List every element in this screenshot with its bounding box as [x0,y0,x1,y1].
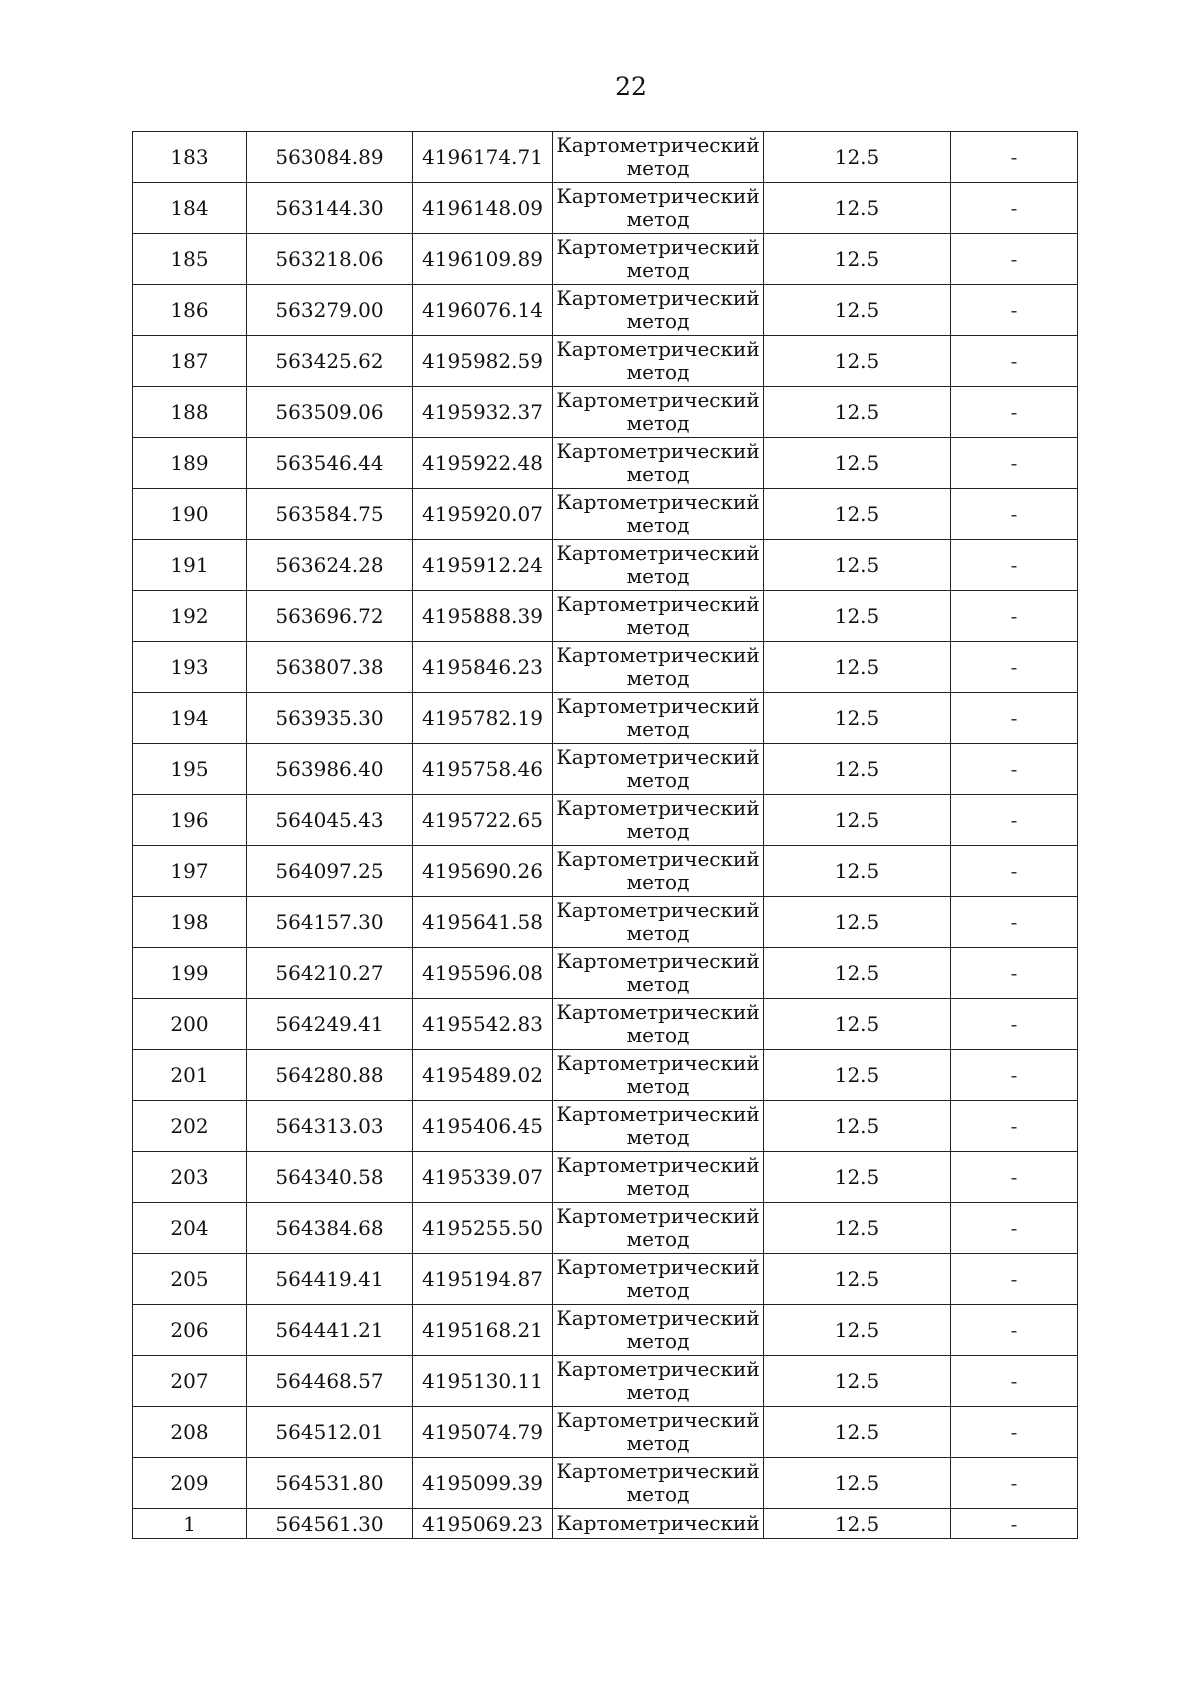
x-coordinate-cell: 563218.06 [247,234,413,285]
point-number-cell: 183 [133,132,247,183]
method-text-line2: метод [626,309,690,333]
method-cell [553,1203,764,1254]
accuracy-cell: 12.5 [764,1407,951,1458]
method-text-line2: метод [626,1278,690,1302]
method-cell [553,1254,764,1305]
x-coordinate-cell: 563425.62 [247,336,413,387]
method-text-line1: Картометрический [556,1511,760,1535]
note-cell: - [951,1101,1078,1152]
method-text-line2: метод [626,768,690,792]
method-text-line2: метод [626,513,690,537]
table-row [133,795,1078,846]
accuracy-cell: 12.5 [764,846,951,897]
note-cell: - [951,897,1078,948]
method-text-line2: метод [626,1176,690,1200]
method-text-line1: Картометрический [556,796,760,820]
accuracy-cell: 12.5 [764,1254,951,1305]
method-cell [553,285,764,336]
method-cell [553,999,764,1050]
point-number-cell: 191 [133,540,247,591]
note-cell: - [951,1050,1078,1101]
accuracy-cell: 12.5 [764,1356,951,1407]
table-row [133,1509,1078,1539]
y-coordinate-cell: 4195690.26 [413,846,553,897]
method-text-line1: Картометрический [556,541,760,565]
table-row [133,1152,1078,1203]
page-number: 22 [615,72,647,101]
note-cell: - [951,234,1078,285]
note-cell: - [951,489,1078,540]
method-text-line1: Картометрический [556,184,760,208]
table-row [133,744,1078,795]
method-text-line2: метод [626,921,690,945]
method-cell [553,438,764,489]
y-coordinate-cell: 4195069.23 [413,1509,553,1539]
note-cell: - [951,795,1078,846]
y-coordinate-cell: 4195920.07 [413,489,553,540]
method-cell [553,1407,764,1458]
point-number-cell: 201 [133,1050,247,1101]
accuracy-cell: 12.5 [764,897,951,948]
y-coordinate-cell: 4196109.89 [413,234,553,285]
accuracy-cell: 12.5 [764,693,951,744]
method-text-line2: метод [626,717,690,741]
accuracy-cell: 12.5 [764,1458,951,1509]
point-number-cell: 198 [133,897,247,948]
method-cell [553,1458,764,1509]
point-number-cell: 206 [133,1305,247,1356]
y-coordinate-cell: 4195542.83 [413,999,553,1050]
table-row [133,1407,1078,1458]
method-text-line1: Картометрический [556,286,760,310]
note-cell: - [951,1407,1078,1458]
x-coordinate-cell: 563584.75 [247,489,413,540]
point-number-cell: 197 [133,846,247,897]
point-number-cell: 202 [133,1101,247,1152]
x-coordinate-cell: 563624.28 [247,540,413,591]
point-number-cell: 194 [133,693,247,744]
point-number-cell: 193 [133,642,247,693]
point-number-cell: 203 [133,1152,247,1203]
y-coordinate-cell: 4195596.08 [413,948,553,999]
accuracy-cell: 12.5 [764,1101,951,1152]
note-cell: - [951,999,1078,1050]
note-cell: - [951,591,1078,642]
accuracy-cell: 12.5 [764,948,951,999]
method-text-line1: Картометрический [556,388,760,412]
accuracy-cell: 12.5 [764,1050,951,1101]
y-coordinate-cell: 4195912.24 [413,540,553,591]
x-coordinate-cell: 564340.58 [247,1152,413,1203]
point-number-cell: 200 [133,999,247,1050]
table-row [133,1101,1078,1152]
accuracy-cell: 12.5 [764,285,951,336]
method-text-line1: Картометрический [556,1408,760,1432]
point-number-cell: 209 [133,1458,247,1509]
accuracy-cell: 12.5 [764,1305,951,1356]
note-cell: - [951,540,1078,591]
x-coordinate-cell: 564280.88 [247,1050,413,1101]
note-cell: - [951,948,1078,999]
y-coordinate-cell: 4196174.71 [413,132,553,183]
method-text-line1: Картометрический [556,949,760,973]
coordinates-table-body [133,132,1078,1539]
x-coordinate-cell: 564210.27 [247,948,413,999]
y-coordinate-cell: 4195074.79 [413,1407,553,1458]
table-row [133,438,1078,489]
note-cell: - [951,285,1078,336]
method-text-line1: Картометрический [556,643,760,667]
table-row [133,489,1078,540]
x-coordinate-cell: 564531.80 [247,1458,413,1509]
y-coordinate-cell: 4196148.09 [413,183,553,234]
point-number-cell: 190 [133,489,247,540]
method-text-line2: метод [626,360,690,384]
note-cell: - [951,387,1078,438]
method-text-line2: метод [626,1227,690,1251]
point-number-cell: 192 [133,591,247,642]
accuracy-cell: 12.5 [764,387,951,438]
method-text-line1: Картометрический [556,1153,760,1177]
table-row [133,1254,1078,1305]
note-cell: - [951,1203,1078,1254]
table-row [133,1458,1078,1509]
y-coordinate-cell: 4195982.59 [413,336,553,387]
x-coordinate-cell: 563144.30 [247,183,413,234]
table-row [133,846,1078,897]
method-text-line2: метод [626,972,690,996]
table-row [133,1050,1078,1101]
note-cell: - [951,336,1078,387]
table-row [133,336,1078,387]
x-coordinate-cell: 564468.57 [247,1356,413,1407]
method-text-line2: метод [626,870,690,894]
method-cell [553,183,764,234]
note-cell: - [951,438,1078,489]
y-coordinate-cell: 4195406.45 [413,1101,553,1152]
method-cell [553,1152,764,1203]
coordinates-table [132,131,1078,1539]
method-cell [553,1509,764,1539]
method-cell [553,642,764,693]
table-row [133,540,1078,591]
table-row [133,642,1078,693]
method-cell [553,744,764,795]
method-cell [553,897,764,948]
method-text-line2: метод [626,666,690,690]
note-cell: - [951,846,1078,897]
accuracy-cell: 12.5 [764,132,951,183]
method-cell [553,489,764,540]
y-coordinate-cell: 4195489.02 [413,1050,553,1101]
method-text-line2: метод [626,615,690,639]
table-row [133,999,1078,1050]
point-number-cell: 187 [133,336,247,387]
method-text-line1: Картометрический [556,337,760,361]
x-coordinate-cell: 564441.21 [247,1305,413,1356]
accuracy-cell: 12.5 [764,1152,951,1203]
x-coordinate-cell: 563546.44 [247,438,413,489]
accuracy-cell: 12.5 [764,744,951,795]
method-text-line2: метод [626,819,690,843]
point-number-cell: 199 [133,948,247,999]
accuracy-cell: 12.5 [764,1509,951,1539]
method-cell [553,1101,764,1152]
y-coordinate-cell: 4195722.65 [413,795,553,846]
method-text-line1: Картометрический [556,847,760,871]
method-cell [553,387,764,438]
method-text-line1: Картометрический [556,898,760,922]
method-cell [553,846,764,897]
method-text-line2: метод [626,1431,690,1455]
accuracy-cell: 12.5 [764,234,951,285]
method-text-line2: метод [626,462,690,486]
table-row [133,693,1078,744]
method-text-line2: метод [626,1074,690,1098]
y-coordinate-cell: 4195932.37 [413,387,553,438]
point-number-cell: 188 [133,387,247,438]
note-cell: - [951,183,1078,234]
x-coordinate-cell: 563509.06 [247,387,413,438]
method-text-line2: метод [626,258,690,282]
method-text-line1: Картометрический [556,592,760,616]
table-row [133,1305,1078,1356]
method-cell [553,234,764,285]
point-number-cell: 205 [133,1254,247,1305]
x-coordinate-cell: 563084.89 [247,132,413,183]
note-cell: - [951,1356,1078,1407]
method-cell [553,795,764,846]
note-cell: - [951,1509,1078,1539]
point-number-cell: 184 [133,183,247,234]
method-text-line1: Картометрический [556,439,760,463]
y-coordinate-cell: 4195255.50 [413,1203,553,1254]
y-coordinate-cell: 4195758.46 [413,744,553,795]
method-text-line1: Картометрический [556,133,760,157]
y-coordinate-cell: 4195846.23 [413,642,553,693]
y-coordinate-cell: 4195641.58 [413,897,553,948]
accuracy-cell: 12.5 [764,183,951,234]
table-row [133,387,1078,438]
point-number-cell: 195 [133,744,247,795]
x-coordinate-cell: 563807.38 [247,642,413,693]
method-cell [553,948,764,999]
point-number-cell: 186 [133,285,247,336]
method-text-line2: метод [626,1482,690,1506]
method-text-line2: метод [626,564,690,588]
x-coordinate-cell: 563986.40 [247,744,413,795]
x-coordinate-cell: 564384.68 [247,1203,413,1254]
x-coordinate-cell: 564045.43 [247,795,413,846]
method-text-line1: Картометрический [556,1255,760,1279]
table-row [133,234,1078,285]
note-cell: - [951,132,1078,183]
y-coordinate-cell: 4195099.39 [413,1458,553,1509]
method-text-line2: метод [626,1023,690,1047]
x-coordinate-cell: 564249.41 [247,999,413,1050]
method-cell [553,540,764,591]
method-text-line1: Картометрический [556,235,760,259]
accuracy-cell: 12.5 [764,489,951,540]
accuracy-cell: 12.5 [764,591,951,642]
table-row [133,183,1078,234]
point-number-cell: 208 [133,1407,247,1458]
note-cell: - [951,744,1078,795]
y-coordinate-cell: 4195194.87 [413,1254,553,1305]
method-cell [553,1305,764,1356]
note-cell: - [951,1305,1078,1356]
method-text-line1: Картометрический [556,490,760,514]
y-coordinate-cell: 4195888.39 [413,591,553,642]
x-coordinate-cell: 564097.25 [247,846,413,897]
method-text-line2: метод [626,1380,690,1404]
method-text-line1: Картометрический [556,1000,760,1024]
x-coordinate-cell: 564419.41 [247,1254,413,1305]
y-coordinate-cell: 4195782.19 [413,693,553,744]
table-row [133,948,1078,999]
method-text-line1: Картометрический [556,1459,760,1483]
y-coordinate-cell: 4195168.21 [413,1305,553,1356]
x-coordinate-cell: 563279.00 [247,285,413,336]
accuracy-cell: 12.5 [764,438,951,489]
y-coordinate-cell: 4195130.11 [413,1356,553,1407]
point-number-cell: 185 [133,234,247,285]
accuracy-cell: 12.5 [764,336,951,387]
point-number-cell: 1 [133,1509,247,1539]
method-text-line1: Картометрический [556,1357,760,1381]
x-coordinate-cell: 564157.30 [247,897,413,948]
point-number-cell: 204 [133,1203,247,1254]
x-coordinate-cell: 564313.03 [247,1101,413,1152]
table-row [133,897,1078,948]
table-row [133,1356,1078,1407]
accuracy-cell: 12.5 [764,540,951,591]
point-number-cell: 196 [133,795,247,846]
x-coordinate-cell: 563935.30 [247,693,413,744]
method-text-line1: Картометрический [556,1204,760,1228]
x-coordinate-cell: 564512.01 [247,1407,413,1458]
method-cell [553,591,764,642]
accuracy-cell: 12.5 [764,642,951,693]
note-cell: - [951,1152,1078,1203]
table-row [133,1203,1078,1254]
note-cell: - [951,1254,1078,1305]
method-cell [553,336,764,387]
y-coordinate-cell: 4195922.48 [413,438,553,489]
method-text-line2: метод [626,156,690,180]
method-text-line2: метод [626,1329,690,1353]
method-text-line1: Картометрический [556,694,760,718]
method-text-line1: Картометрический [556,1102,760,1126]
table-row [133,285,1078,336]
x-coordinate-cell: 563696.72 [247,591,413,642]
method-text-line1: Картометрический [556,745,760,769]
method-text-line2: метод [626,207,690,231]
method-text-line2: метод [626,411,690,435]
point-number-cell: 207 [133,1356,247,1407]
method-text-line2: метод [626,1125,690,1149]
accuracy-cell: 12.5 [764,999,951,1050]
method-cell [553,1356,764,1407]
note-cell: - [951,1458,1078,1509]
note-cell: - [951,693,1078,744]
table-row [133,591,1078,642]
accuracy-cell: 12.5 [764,1203,951,1254]
method-text-line1: Картометрический [556,1051,760,1075]
x-coordinate-cell: 564561.30 [247,1509,413,1539]
table-row [133,132,1078,183]
note-cell: - [951,642,1078,693]
method-cell [553,693,764,744]
y-coordinate-cell: 4195339.07 [413,1152,553,1203]
method-text-line1: Картометрический [556,1306,760,1330]
point-number-cell: 189 [133,438,247,489]
accuracy-cell: 12.5 [764,795,951,846]
method-cell [553,132,764,183]
y-coordinate-cell: 4196076.14 [413,285,553,336]
method-cell [553,1050,764,1101]
